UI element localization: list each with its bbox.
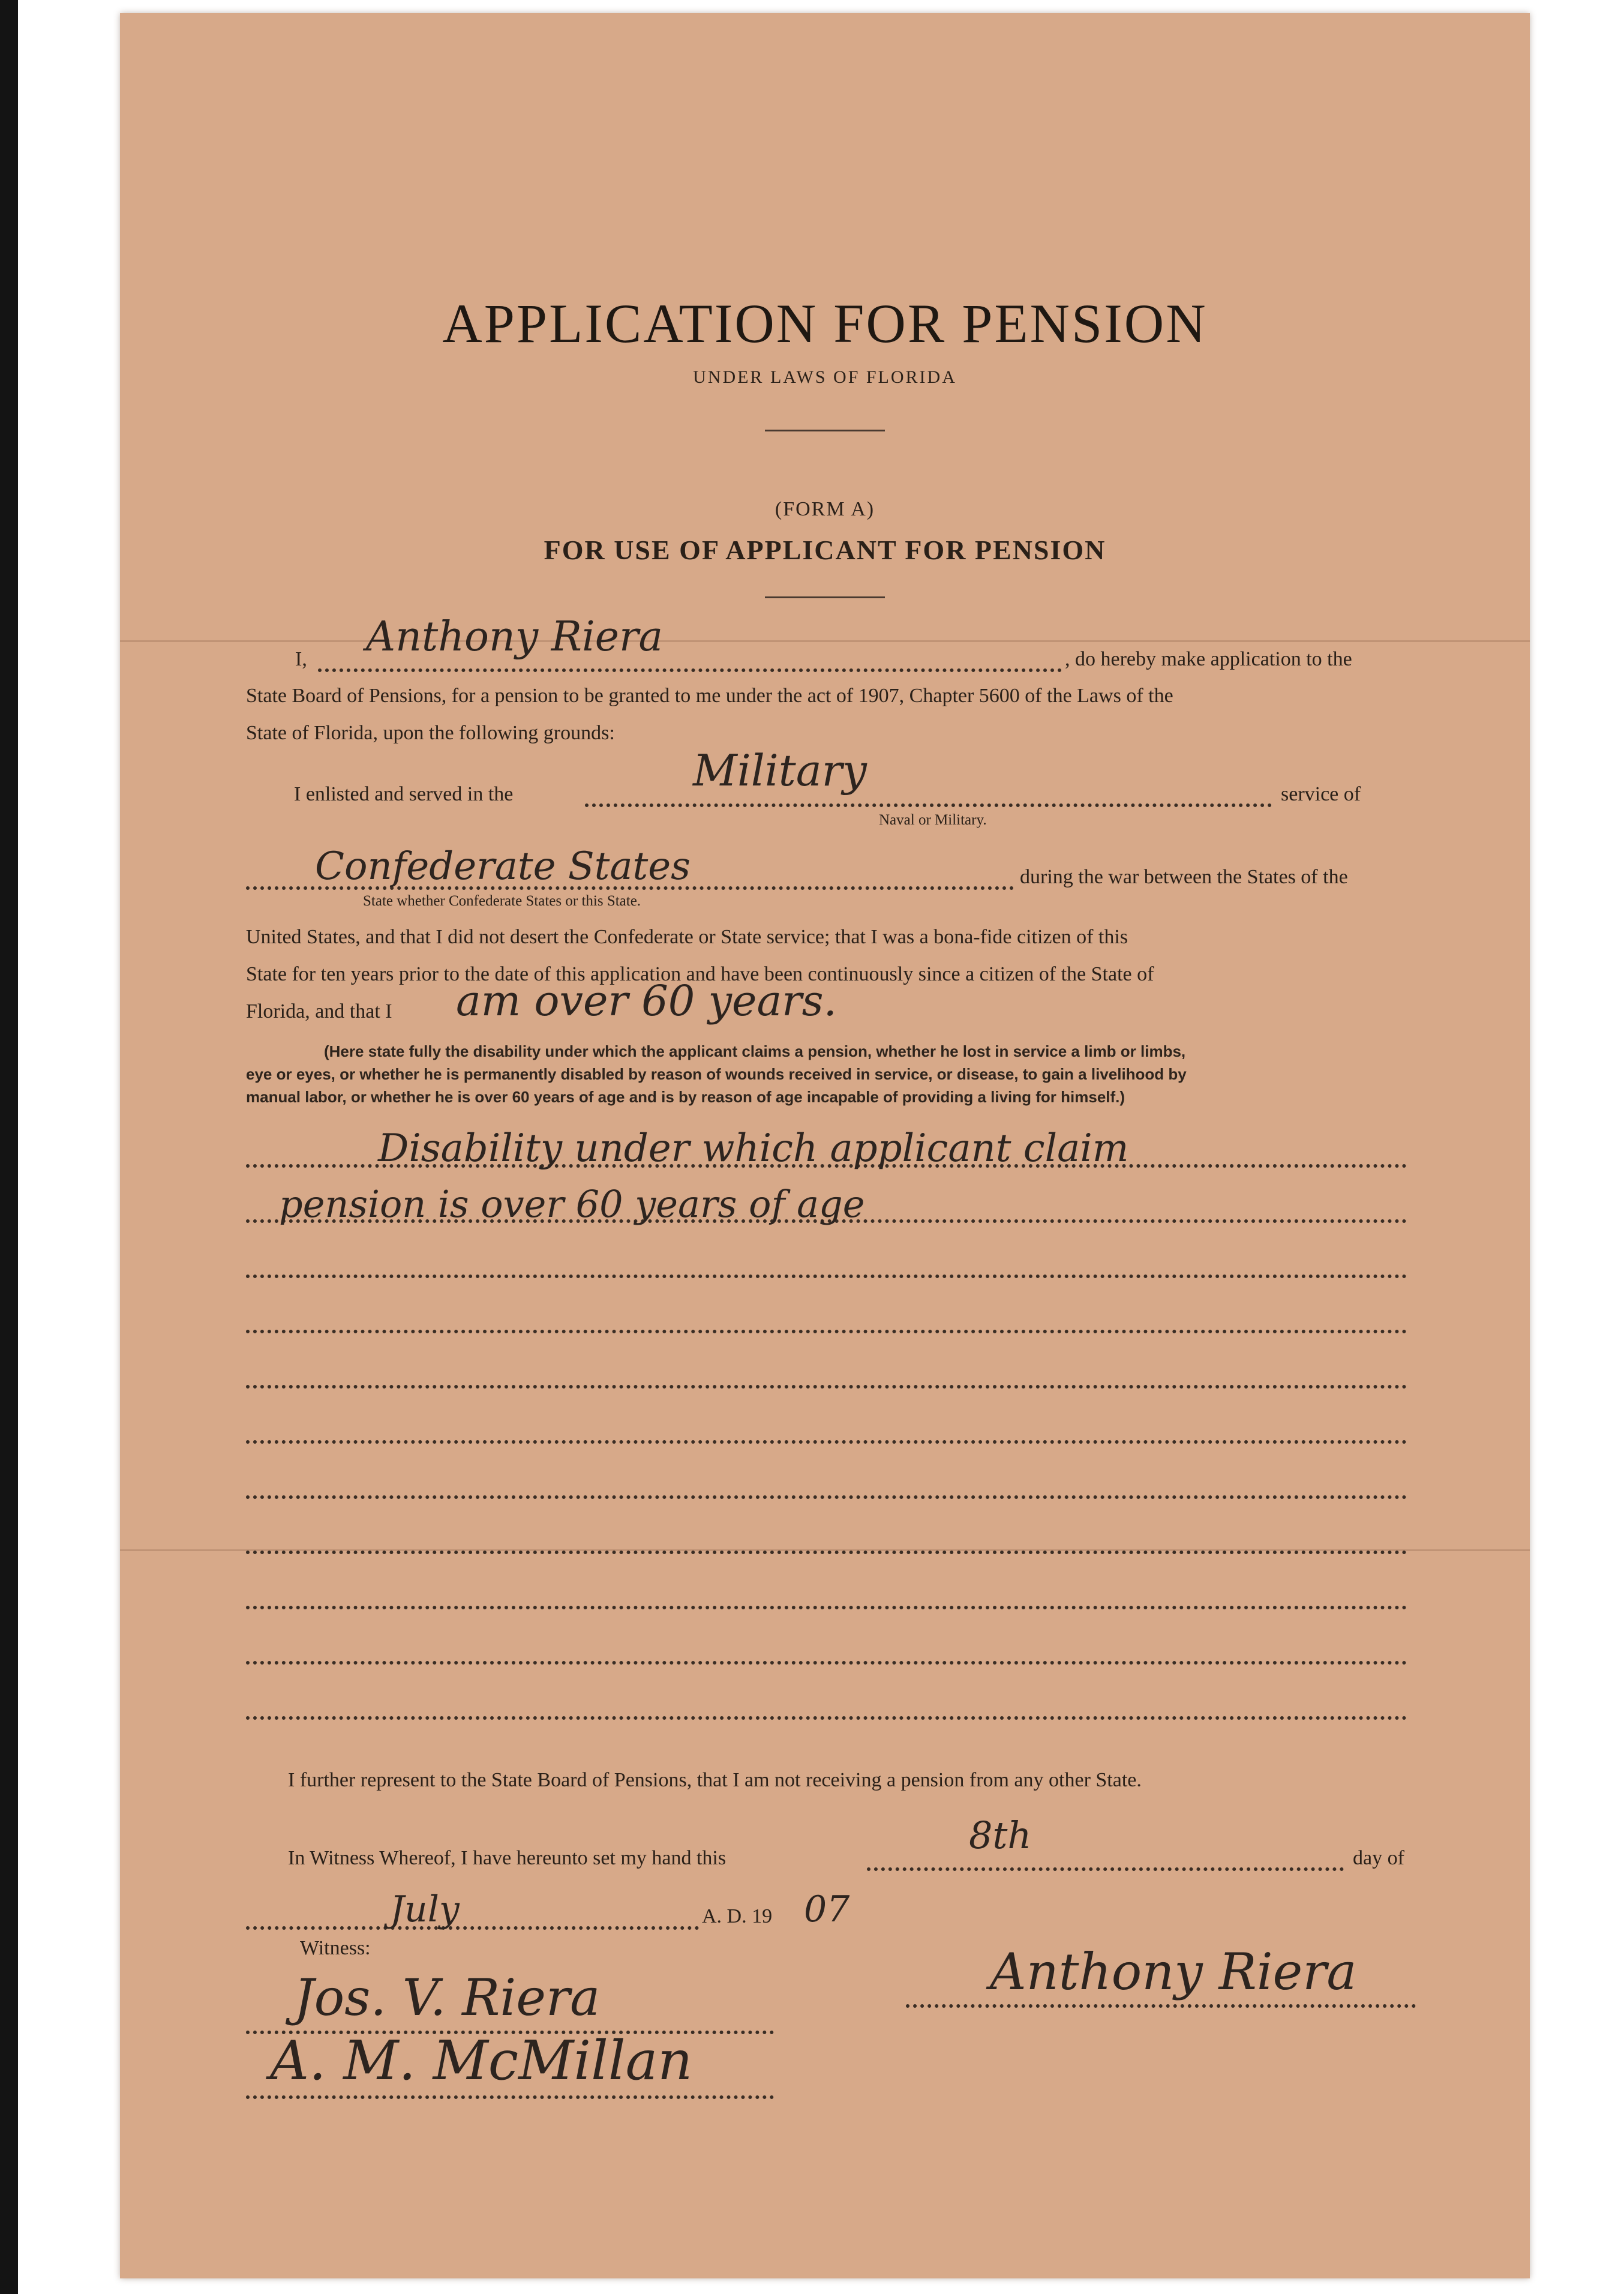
intro-prefix: I,: [295, 648, 307, 670]
divider: [765, 596, 885, 598]
service-caption: Naval or Military.: [879, 812, 987, 828]
month-line: [246, 1926, 699, 1930]
witness-clause-prefix: In Witness Whereof, I have hereunto set my hand this: [288, 1847, 727, 1869]
form-label: (FORM A): [775, 498, 875, 520]
service-line: [585, 803, 1272, 807]
document-title: APPLICATION FOR PENSION: [442, 293, 1208, 354]
day-line: [867, 1867, 1344, 1871]
instruction-line: eye or eyes, or whether he is permanently disabled by reason of wounds received in service, or disease, to gain a livelihood by: [246, 1065, 1187, 1083]
divider: [765, 430, 885, 431]
state-value-handwritten: Confederate States: [315, 844, 691, 889]
blank-line: [246, 1716, 1407, 1720]
blank-line: [246, 1330, 1407, 1333]
blank-line: [246, 1440, 1407, 1444]
day-handwritten: 8th: [969, 1813, 1032, 1857]
representation-text: I further represent to the State Board of Pensions, that I am not receiving a pension from any other State.: [288, 1769, 1142, 1791]
service-prefix: I enlisted and served in the: [294, 783, 514, 805]
intro-line: State Board of Pensions, for a pension to be granted to me under the act of 1907, Chapter 5600 of the Laws of the: [246, 685, 1173, 707]
state-line-text: Florida, and that I: [246, 1000, 392, 1022]
blank-line: [246, 1385, 1407, 1389]
witness2-signature: A. M. McMillan: [270, 2029, 693, 2092]
intro-line: State of Florida, upon the following grounds:: [246, 722, 615, 744]
year-handwritten: 07: [804, 1888, 850, 1930]
state-suffix: during the war between the States of the: [1020, 866, 1348, 888]
service-value-handwritten: Military: [693, 745, 867, 796]
disability-handwritten: pension is over 60 years of age: [279, 1182, 865, 1226]
service-suffix: service of: [1281, 783, 1361, 805]
name-line: [318, 668, 1062, 672]
applicant-signature: Anthony Riera: [990, 1942, 1357, 2001]
state-caption: State whether Confederate States or this State.: [363, 893, 641, 909]
intro-suffix: , do hereby make application to the: [1065, 648, 1352, 670]
blank-line: [246, 1275, 1407, 1278]
document-subtitle: UNDER LAWS OF FLORIDA: [693, 367, 957, 387]
blank-line: [246, 1661, 1407, 1665]
page-fold: [120, 640, 1530, 642]
form-heading: FOR USE OF APPLICANT FOR PENSION: [544, 535, 1106, 565]
applicant-name-handwritten: Anthony Riera: [366, 613, 664, 661]
applicant-signature-line: [906, 2004, 1416, 2008]
witness-clause-day-suffix: day of: [1353, 1847, 1404, 1869]
witness-label: Witness:: [300, 1937, 371, 1959]
month-handwritten: July: [390, 1888, 460, 1930]
blank-line: [246, 1495, 1407, 1499]
witness1-signature: Jos. V. Riera: [294, 1968, 601, 2027]
witness-signature-line: [246, 2095, 774, 2099]
state-line-text: State for ten years prior to the date of this application and have been continuously since a citizen of the State of: [246, 963, 1154, 985]
condition-handwritten: am over 60 years.: [456, 976, 837, 1025]
scan-border: [0, 0, 18, 2294]
instruction-line: (Here state fully the disability under which the applicant claims a pension, whether he lost in service a limb or limbs,: [324, 1042, 1186, 1060]
disability-handwritten: Disability under which applicant claim: [378, 1126, 1129, 1171]
year-prefix: A. D. 19: [702, 1905, 773, 1927]
document-page: [120, 13, 1530, 2278]
state-line-text: United States, and that I did not desert the Confederate or State service; that I was a bona-fide citizen of this: [246, 926, 1128, 948]
instruction-line: manual labor, or whether he is over 60 years of age and is by reason of age incapable of providing a living for himself.): [246, 1088, 1125, 1106]
blank-line: [246, 1606, 1407, 1609]
blank-line: [246, 1551, 1407, 1554]
